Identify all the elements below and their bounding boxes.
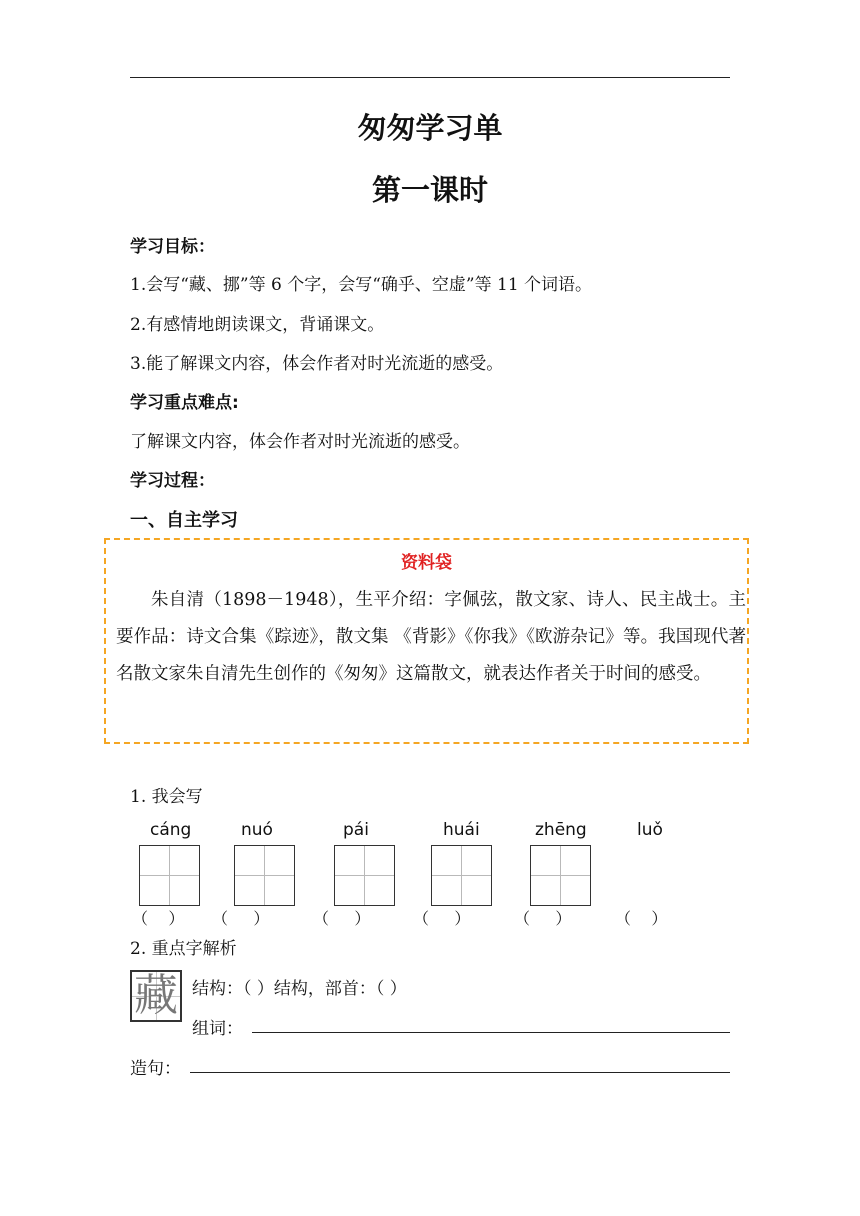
pinyin-3: pái [343,820,369,840]
info-box-title: 资料袋 [401,553,452,573]
analysis-heading: 2. 重点字解析 [130,939,237,959]
pinyin-1: cáng [150,820,192,840]
section-self-study: 一、自主学习 [130,510,238,531]
pinyin-2: nuó [241,820,273,840]
words-answer-line[interactable] [252,1032,730,1033]
sentence-answer-line[interactable] [190,1072,730,1073]
key-points-text: 了解课文内容，体会作者对时光流逝的感受。 [130,432,470,452]
writing-heading: 1. 我会写 [130,787,203,807]
answer-paren-2[interactable]: （ ） [212,909,270,928]
info-box-body [116,582,746,693]
key-points-heading: 学习重点难点: [130,393,239,413]
info-box-text: 朱自清（1898－1948），生平介绍：字佩弦，散文家、诗人、民主战士。主要作品：诗文合集《踪迹》，散文集 《背影》《你我》《欧游杂记》等。我国现代著名散文家朱自清先生创作的《匆匆》这篇散文，就表达作者关于时间的感受。 [116,590,746,684]
page-title: 匆匆学习单 [357,111,503,145]
writing-grid-1[interactable] [139,845,200,906]
objective-item-2: 2.有感情地朗读课文，背诵课文。 [130,315,385,335]
answer-paren-1[interactable]: （ ） [132,909,185,928]
writing-grid-4[interactable] [431,845,492,906]
structure-line: 结构：（ ）结构，部首：（ ） [192,979,407,999]
pinyin-4: huái [443,820,480,840]
objective-item-1: 1.会写“藏、挪”等 6 个字，会写“确乎、空虚”等 11 个词语。 [130,275,593,295]
page-subtitle: 第一课时 [371,173,488,207]
objective-item-3: 3.能了解课文内容，体会作者对时光流逝的感受。 [130,354,504,374]
pinyin-6: luǒ [637,820,663,840]
answer-paren-6[interactable]: （ ） [615,909,668,928]
process-heading: 学习过程： [130,471,215,491]
objectives-heading: 学习目标： [130,237,215,257]
writing-grid-3[interactable] [334,845,395,906]
top-rule [130,77,730,78]
sentence-label: 造句： [130,1059,181,1079]
pinyin-5: zhēng [535,820,587,840]
answer-paren-3[interactable]: （ ） [313,909,371,928]
answer-paren-5[interactable]: （ ） [514,909,572,928]
writing-grid-5[interactable] [530,845,591,906]
key-character: 藏 [130,970,182,1022]
info-box [104,538,749,744]
words-label: 组词： [192,1019,243,1039]
answer-paren-4[interactable]: （ ） [413,909,471,928]
writing-grid-2[interactable] [234,845,295,906]
